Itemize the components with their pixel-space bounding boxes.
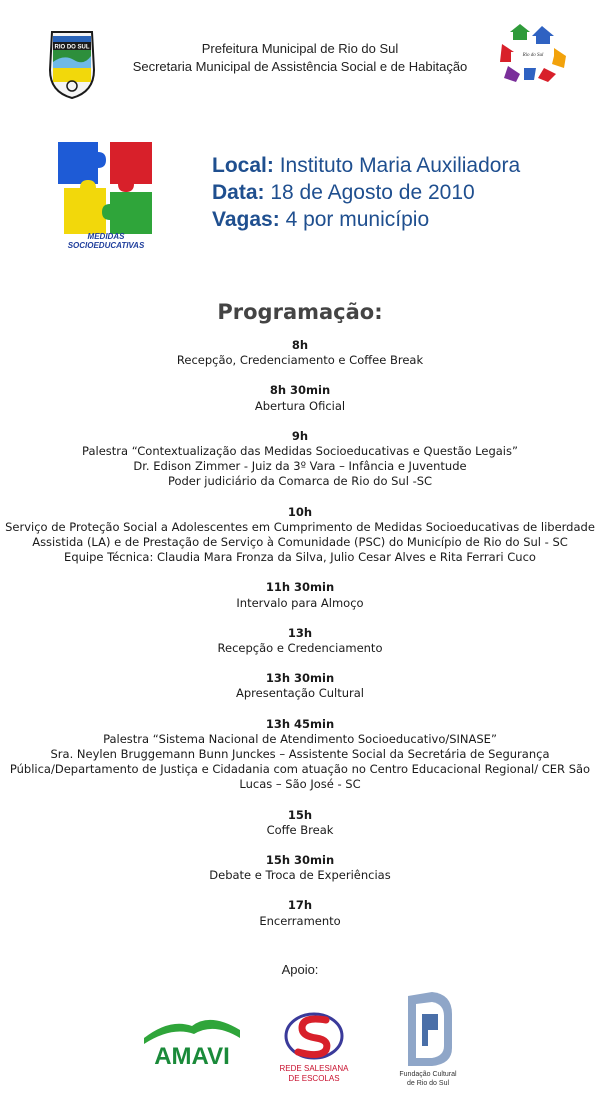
slot-description: Palestra “Sistema Nacional de Atendimento Socioeducativo/SINASE” xyxy=(103,731,497,746)
slot-description: Sra. Neylen Bruggemann Bunn Junckes – Assistente Social da Secretária de Segurança xyxy=(50,747,550,762)
program-slot xyxy=(0,505,600,566)
slot-description: Coffe Break xyxy=(266,822,334,837)
header-line-2: Secretaria Municipal de Assistência Social e de Habitação xyxy=(132,59,468,74)
slot-time: 13h 30min xyxy=(265,671,335,686)
city-crest-icon xyxy=(44,26,100,100)
slot-description: Dr. Edison Zimmer - Juiz da 3º Vara – Infância e Juventude xyxy=(133,459,467,474)
slot-description: Intervalo para Almoço xyxy=(236,595,364,610)
event-date xyxy=(212,179,520,206)
program-slot xyxy=(0,717,600,793)
salesiana-line-2: DE ESCOLAS xyxy=(288,1074,340,1083)
salesiana-line-1: REDE SALESIANA xyxy=(279,1064,349,1073)
fundacao-text xyxy=(380,1070,476,1088)
amavi-text: AMAVI xyxy=(154,1043,230,1068)
event-local-label: Local: xyxy=(212,154,274,177)
event-slots-label: Vagas: xyxy=(212,208,280,231)
program-slot xyxy=(0,626,600,656)
housing-logo-icon xyxy=(498,22,568,84)
support-label: Apoio: xyxy=(281,962,319,977)
slot-time: 8h xyxy=(291,338,309,352)
program-title: Programação: xyxy=(217,300,383,324)
program-slot xyxy=(0,429,600,490)
slot-time: 15h xyxy=(287,807,313,822)
puzzle-caption-line-2: SOCIOEDUCATIVAS xyxy=(67,241,145,250)
slot-time: 17h xyxy=(287,898,313,913)
slot-time: 8h 30min xyxy=(269,383,331,398)
slot-time: 13h xyxy=(287,625,313,640)
program-schedule xyxy=(0,338,600,944)
program-slot xyxy=(0,383,600,413)
slot-description: Debate e Troca de Experiências xyxy=(209,868,391,883)
event-slots xyxy=(212,206,520,233)
slot-description: Assistida (LA) e de Prestação de Serviço à Comunidade (PSC) do Município de Rio do Sul - SC xyxy=(32,535,568,550)
event-local-value: Instituto Maria Auxiliadora xyxy=(279,154,521,177)
fundacao-line-2: de Rio do Sul xyxy=(406,1080,450,1087)
program-slot xyxy=(0,898,600,928)
crest-text: RIO DO SUL xyxy=(54,44,90,51)
slot-description: Encerramento xyxy=(259,913,341,928)
program-slot xyxy=(0,338,600,368)
puzzle-caption-line-1: MEDIDAS xyxy=(87,232,125,241)
program-slot xyxy=(0,853,600,883)
event-slots-value: 4 por município xyxy=(285,208,430,231)
slot-description: Serviço de Proteção Social a Adolescentes em Cumprimento de Medidas Socioeducativas de liberdade xyxy=(5,519,595,534)
slot-description: Recepção e Credenciamento xyxy=(217,641,383,656)
slot-description: Poder judiciário da Comarca de Rio do Sul -SC xyxy=(167,474,433,489)
slot-time: 10h xyxy=(287,504,313,519)
slot-description: Apresentação Cultural xyxy=(236,686,364,701)
slot-time: 11h 30min xyxy=(265,580,335,595)
slot-time: 13h 45min xyxy=(265,716,335,731)
page-header xyxy=(0,0,600,110)
header-text xyxy=(110,40,490,76)
event-date-value: 18 de Agosto de 2010 xyxy=(270,181,475,204)
amavi-logo-icon xyxy=(140,1008,244,1068)
event-local xyxy=(212,152,520,179)
program-slot xyxy=(0,808,600,838)
slot-time: 15h 30min xyxy=(265,853,335,868)
slot-description: Recepção, Credenciamento e Coffee Break xyxy=(176,353,424,368)
svg-text:Rio do Sul: Rio do Sul xyxy=(522,53,544,58)
slot-description: Pública/Departamento de Justiça e Cidadania com atuação no Centro Educacional Regional/ CER São xyxy=(9,762,591,777)
puzzle-caption xyxy=(50,232,162,250)
slot-description: Palestra “Contextualização das Medidas Socioeducativas e Questão Legais” xyxy=(82,444,518,459)
event-info xyxy=(212,152,520,233)
slot-description: Equipe Técnica: Claudia Mara Fronza da Silva, Julio Cesar Alves e Rita Ferrari Cuco xyxy=(64,550,536,565)
slot-time: 9h xyxy=(291,428,309,443)
salesiana-text xyxy=(262,1064,366,1084)
header-line-1: Prefeitura Municipal de Rio do Sul xyxy=(201,41,399,56)
fundacao-logo-icon xyxy=(398,990,458,1068)
slot-description: Abertura Oficial xyxy=(254,398,346,413)
fundacao-line-1: Fundação Cultural xyxy=(399,1071,457,1078)
program-slot xyxy=(0,580,600,610)
slot-description: Lucas – São José - SC xyxy=(239,777,361,792)
program-slot xyxy=(0,671,600,701)
event-date-label: Data: xyxy=(212,181,265,204)
